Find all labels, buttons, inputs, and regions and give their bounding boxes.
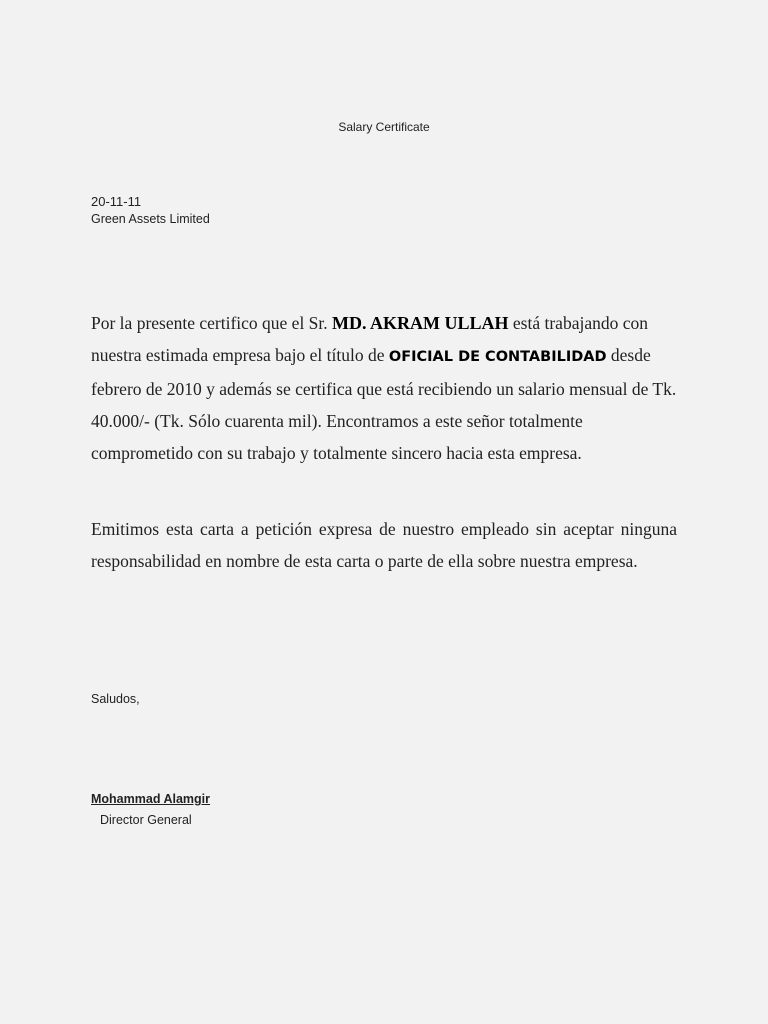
document-date: 20-11-11 [91, 194, 142, 209]
document-title: Salary Certificate [338, 120, 430, 134]
company-name: Green Assets Limited [91, 212, 210, 226]
job-title: OFICIAL DE CONTABILIDAD [388, 349, 607, 365]
disclaimer-paragraph: Emitimos esta carta a petición expresa de nuestro empleado sin aceptar ninguna responsabilidad en nombre de esta carta o parte de ella sobre nuestra empresa. [91, 519, 677, 571]
employee-name: MD. AKRAM ULLAH [332, 313, 509, 333]
paragraph-text-part1: Por la presente certifico que el Sr. [91, 313, 333, 333]
certification-paragraph [91, 307, 677, 469]
signer-name: Mohammad Alamgir [91, 792, 211, 806]
greeting: Saludos, [91, 692, 140, 706]
paragraph-text-part2: está trabajando con nuestra estimada empresa bajo el título de [91, 313, 648, 365]
paragraph-text-part3: desde febrero de 2010 y además se certifica que está recibiendo un salario mensual de Tk. 40.000/- (Tk. Sólo cuarenta mil). Encontramos a este señor totalmente comprometido con su trabajo y totalmente sincero hacia esta empresa. [91, 345, 677, 463]
signer-role: Director General [100, 813, 192, 827]
